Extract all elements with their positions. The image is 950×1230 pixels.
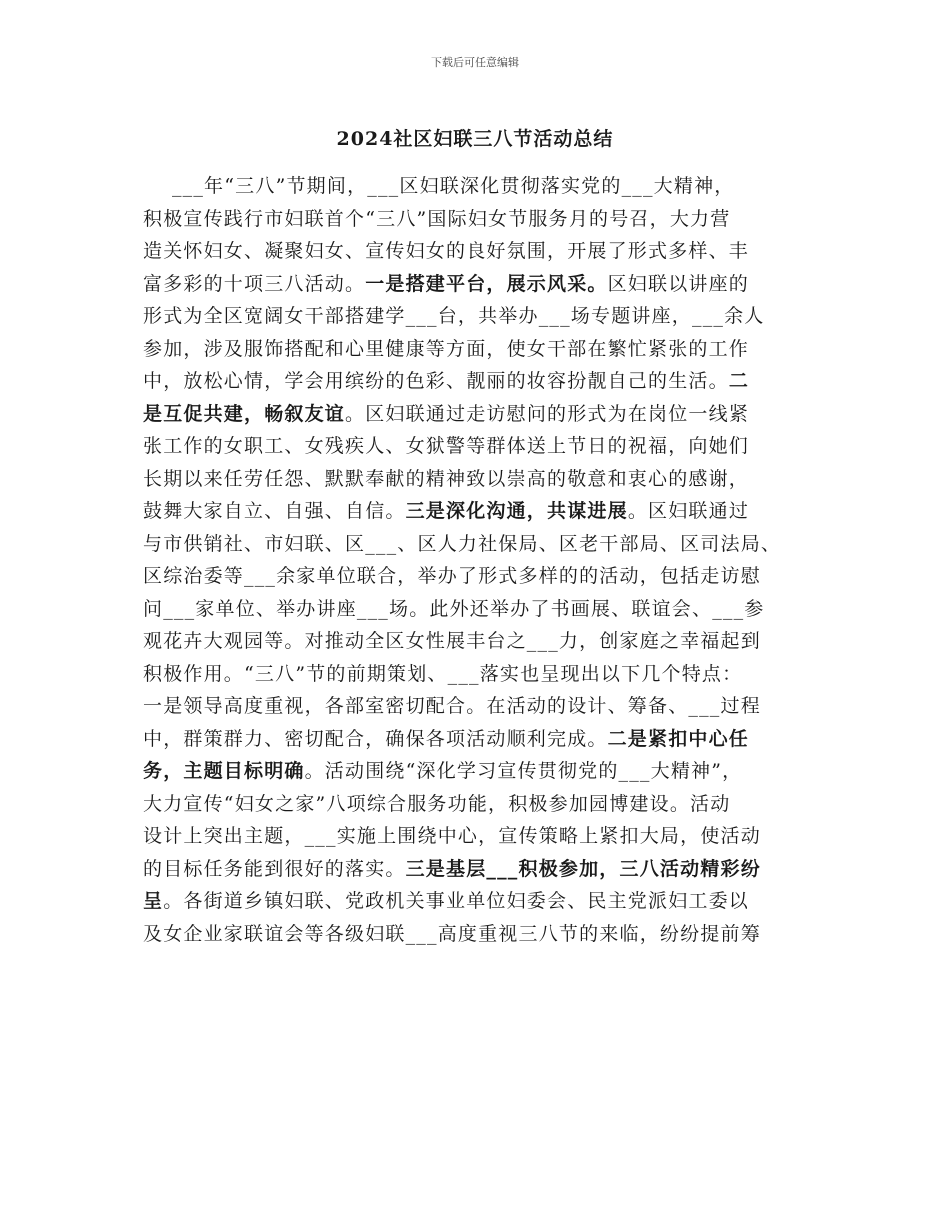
body-line xyxy=(143,333,813,366)
text-segment: 造关怀妇女、凝聚妇女、宣传妇女的良好氛围，开展了形式多样、丰 xyxy=(143,240,750,262)
bold-text-segment: 二 xyxy=(728,370,750,392)
body-line xyxy=(143,885,813,918)
body-line xyxy=(143,300,813,333)
text-segment: 。各街道乡镇妇联、党政机关事业单位妇委会、民主党派妇工委以 xyxy=(163,890,750,912)
body-line xyxy=(143,268,813,301)
text-segment: 富多彩的十项三八活动。 xyxy=(143,272,366,295)
text-segment: 观花卉大观园等。对推动全区女性展丰台之___力，创家庭之幸福起到 xyxy=(143,630,761,652)
body-line xyxy=(143,495,813,528)
text-segment: 中，放松心情，学会用缤纷的色彩、靓丽的妆容扮靓自己的生活。 xyxy=(143,370,729,392)
bold-text-segment: 是互促共建，畅叙友谊 xyxy=(143,402,346,425)
body-line xyxy=(143,365,813,398)
text-segment: 积极宣传践行市妇联首个“三八”国际妇女节服务月的号召，大力营 xyxy=(143,207,731,230)
text-segment: 形式为全区宽阔女干部搭建学___台，共举办___场专题讲座，___余人 xyxy=(143,305,765,327)
text-segment: 长期以来任劳任怨、默默奉献的精神致以崇高的敬意和衷心的感谢， xyxy=(143,467,750,490)
document-body xyxy=(143,170,813,950)
text-segment: 的目标任务能到很好的落实。 xyxy=(143,857,406,880)
bold-text-segment: 三是基层___积极参加，三八活动精彩纷 xyxy=(405,857,761,880)
text-segment: 鼓舞大家自立、自强、自信。 xyxy=(143,500,406,522)
text-segment: 中，群策群力、密切配合，确保各项活动顺利完成。 xyxy=(143,727,608,750)
body-line xyxy=(143,658,813,691)
text-segment: 。活动围绕“深化学习宣传贯彻党的___大精神”， xyxy=(304,760,743,782)
bold-text-segment: 务，主题目标明确 xyxy=(143,760,305,782)
text-segment: 。区妇联通过走访慰问的形式为在岗位一线紧 xyxy=(345,402,750,425)
text-segment: ___年“三八”节期间，___区妇联深化贯彻落实党的___大精神， xyxy=(143,175,735,197)
body-line xyxy=(143,723,813,756)
bold-text-segment: 二是紧扣中心任 xyxy=(607,727,750,750)
body-line xyxy=(143,625,813,658)
body-line xyxy=(143,235,813,268)
body-line xyxy=(143,528,813,561)
text-segment: 区综治委等___余家单位联合，举办了形式多样的的活动，包括走访慰 xyxy=(143,565,761,587)
text-segment: 与市供销社、市妇联、区___、区人力社保局、区老干部局、区司法局、 xyxy=(143,532,782,555)
text-segment: 参加，涉及服饰搭配和心里健康等方面，使女干部在繁忙紧张的工作 xyxy=(143,337,750,360)
text-segment: 大力宣传“妇女之家”八项综合服务功能，积极参加园博建设。活动 xyxy=(143,792,731,815)
body-line xyxy=(143,820,813,853)
text-segment: 设计上突出主题，___实施上围绕中心，宣传策略上紧扣大局，使活动 xyxy=(143,825,761,847)
body-line xyxy=(143,853,813,886)
body-line xyxy=(143,170,813,203)
body-line xyxy=(143,560,813,593)
body-line xyxy=(143,463,813,496)
bold-text-segment: 三是深化沟通，共谋进展 xyxy=(405,500,628,522)
text-segment: 张工作的女职工、女残疾人、女狱警等群体送上节日的祝福，向她们 xyxy=(143,435,750,457)
body-line xyxy=(143,398,813,431)
header-note: 下载后可任意编辑 xyxy=(431,56,519,69)
bold-text-segment: 一是搭建平台，展示风采。 xyxy=(365,272,608,295)
text-segment: 积极作用。“三八”节的前期策划、___落实也呈现出以下几个特点： xyxy=(143,662,743,685)
text-segment: 一是领导高度重视，各部室密切配合。在活动的设计、筹备、___过程 xyxy=(143,695,761,717)
body-line xyxy=(143,203,813,236)
text-segment: 。区妇联通过 xyxy=(627,500,750,522)
text-segment: 区妇联以讲座的 xyxy=(607,272,750,295)
text-segment: 及女企业家联谊会等各级妇联___高度重视三八节的来临，纷纷提前筹 xyxy=(143,922,761,945)
bold-text-segment: 呈 xyxy=(143,890,164,912)
body-line xyxy=(143,593,813,626)
body-line xyxy=(143,788,813,821)
body-line xyxy=(143,918,813,951)
body-line xyxy=(143,690,813,723)
document-title: 2024社区妇联三八节活动总结 xyxy=(336,128,614,150)
body-line xyxy=(143,430,813,463)
text-segment: 问___家单位、举办讲座___场。此外还举办了书画展、联谊会、___参 xyxy=(143,597,765,620)
body-line xyxy=(143,755,813,788)
